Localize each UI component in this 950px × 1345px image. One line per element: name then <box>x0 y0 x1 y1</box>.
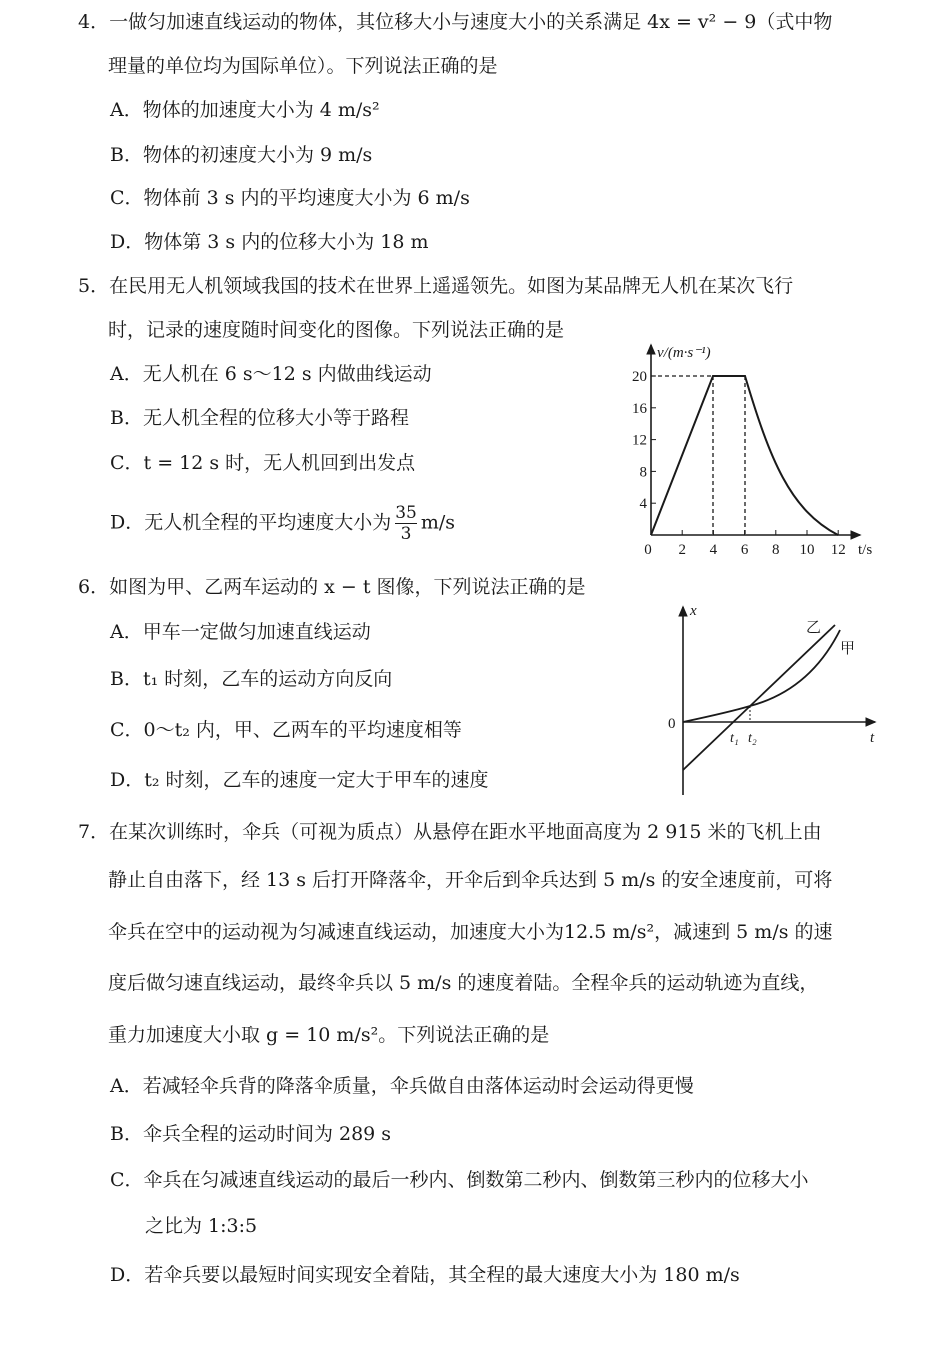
car-a-label: 甲 <box>840 641 856 657</box>
q7-option-a: A．若减轻伞兵背的降落伞质量，伞兵做自由落体运动时会运动得更慢 <box>110 1075 694 1097</box>
q7-stem-line: 7．在某次训练时，伞兵（可视为质点）从悬停在距水平地面高度为 2 915 米的飞机上由 <box>78 821 822 843</box>
q7-stem-line: 伞兵在空中的运动视为匀减速直线运动，加速度大小为12.5 m/s²，减速到 5 m/s 的速 <box>108 921 833 943</box>
q5-stem-line: 时，记录的速度随时间变化的图像。下列说法正确的是 <box>108 319 565 341</box>
q6-option-c: C．0～t₂ 内，甲、乙两车的平均速度相等 <box>110 719 462 741</box>
q6-option-a: A．甲车一定做匀加速直线运动 <box>110 621 371 643</box>
q5-option-c: C．t = 12 s 时，无人机回到出发点 <box>110 452 416 474</box>
x-tick-label: 10 <box>799 542 815 558</box>
x-tick-label: 2 <box>678 542 686 558</box>
car-b-label: 乙 <box>806 620 822 636</box>
q7-option-c-cont: 之比为 1:3:5 <box>145 1215 258 1237</box>
q5-option-b: B．无人机全程的位移大小等于路程 <box>110 407 409 429</box>
q6-option-b: B．t₁ 时刻，乙车的运动方向反向 <box>110 668 393 690</box>
x-axis-label: t/s <box>858 542 873 558</box>
q4-option-c: C．物体前 3 s 内的平均速度大小为 6 m/s <box>110 187 470 209</box>
q4-option-b: B．物体的初速度大小为 9 m/s <box>110 144 373 166</box>
x-tick-label: 6 <box>740 542 749 558</box>
q7-option-b: B．伞兵全程的运动时间为 289 s <box>110 1123 392 1145</box>
q7-stem-line: 度后做匀速直线运动，最终伞兵以 5 m/s 的速度着陆。全程伞兵的运动轨迹为直线， <box>108 972 819 994</box>
denominator: 3 <box>400 524 412 544</box>
q7-stem-line: 静止自由落下，经 13 s 后打开降落伞，开伞后到伞兵达到 5 m/s 的安全速度前，可将 <box>108 869 833 891</box>
x-tick-label: 8 <box>772 542 780 558</box>
q4-option-a: A．物体的加速度大小为 4 m/s² <box>110 99 380 121</box>
q4-option-d: D．物体第 3 s 内的位移大小为 18 m <box>110 231 429 253</box>
x-t-graph <box>660 598 890 798</box>
x-label: x <box>690 603 697 619</box>
q4-stem-line: 理量的单位均为国际单位）。下列说法正确的是 <box>108 55 498 77</box>
q5-option-d <box>110 503 455 544</box>
t2-label: t₂ <box>748 731 757 746</box>
x-tick-label: 4 <box>709 542 718 558</box>
x-tick-label: 12 <box>830 542 846 558</box>
origin-label: 0 <box>668 716 676 732</box>
y-tick-label: 16 <box>632 400 647 417</box>
q4-stem-line: 4．一做匀加速直线运动的物体，其位移大小与速度大小的关系满足 4x = v² − 9（式中物 <box>78 11 833 33</box>
y-tick-label: 4 <box>639 496 647 513</box>
q5-option-d-text: D．无人机全程的平均速度大小为 <box>110 511 392 534</box>
q5-stem-line: 5．在民用无人机领域我国的技术在世界上遥遥领先。如图为某品牌无人机在某次飞行 <box>78 275 794 297</box>
y-tick-label: 20 <box>632 369 647 385</box>
x-tick-label: 0 <box>644 542 652 558</box>
q7-stem-line: 重力加速度大小取 g = 10 m/s²。下列说法正确的是 <box>108 1024 550 1046</box>
t1-label: t₁ <box>730 731 739 746</box>
unit: m/s <box>420 511 456 534</box>
fraction <box>395 503 417 544</box>
q6-stem-line: 6．如图为甲、乙两车运动的 x − t 图像，下列说法正确的是 <box>78 576 586 598</box>
q5-option-a: A．无人机在 6 s～12 s 内做曲线运动 <box>110 363 432 385</box>
v-t-graph <box>620 335 890 565</box>
q7-option-c: C．伞兵在匀减速直线运动的最后一秒内、倒数第二秒内、倒数第三秒内的位移大小 <box>110 1169 809 1191</box>
numerator: 35 <box>395 503 417 523</box>
y-tick-label: 12 <box>632 432 647 449</box>
q6-option-d: D．t₂ 时刻，乙车的速度一定大于甲车的速度 <box>110 769 489 791</box>
car-b-line <box>683 625 835 770</box>
t-label: t <box>870 730 875 746</box>
y-tick-label: 8 <box>639 464 647 481</box>
q7-option-d: D．若伞兵要以最短时间实现安全着陆，其全程的最大速度大小为 180 m/s <box>110 1264 740 1286</box>
y-axis-label: v/(m·s⁻¹) <box>657 345 711 361</box>
